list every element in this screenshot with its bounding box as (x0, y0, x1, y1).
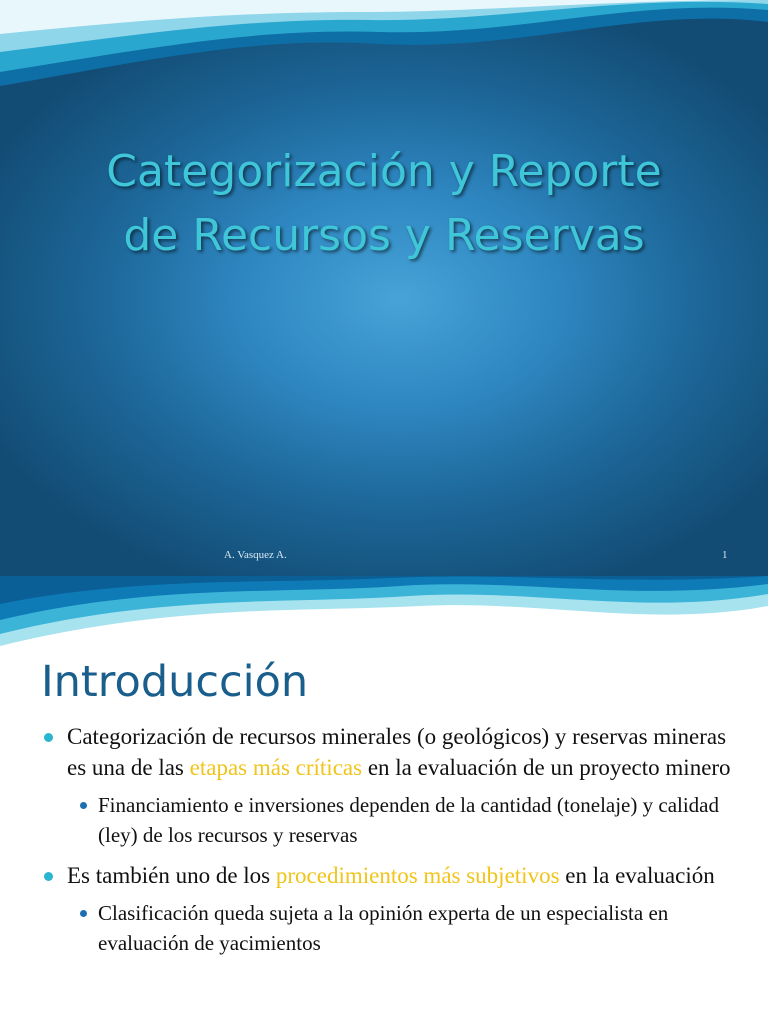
sub-bullet-text: Clasificación queda sujeta a la opinión experta de un especialista en evaluación de yacimientos (98, 901, 669, 955)
slide-1-title (40, 140, 728, 268)
sub-bullet-item (0, 898, 768, 958)
sub-bullet-item (0, 790, 768, 850)
sub-bullet-dot-icon (80, 910, 87, 917)
slide-1-title-line-1: Categorización y Reporte (106, 146, 662, 197)
bullet-text: en la evaluación de un proyecto minero (362, 755, 731, 780)
bullet-item (0, 860, 768, 891)
slide-1-footer-author: A. Vasquez A. (224, 549, 287, 561)
bullet-text: Es también uno de los (67, 863, 276, 888)
bullet-text: Categorización de recursos minerales (o geológicos) y reservas mineras es una de las (67, 724, 727, 780)
bullet-text: en la evaluación (559, 863, 715, 888)
bullet-highlight: etapas más críticas (189, 755, 363, 780)
top-wave-decoration (0, 0, 768, 100)
slide-1-title-line-2: de Recursos y Reservas (123, 210, 645, 261)
bullet-dot-icon (44, 872, 53, 881)
slide-2 (0, 576, 768, 1024)
slide-1-page-number: 1 (722, 549, 728, 561)
bullet-list (0, 721, 768, 968)
slide-2-title: Introducción (41, 657, 309, 707)
sub-bullet-dot-icon (80, 802, 87, 809)
bullet-item (0, 721, 768, 783)
bullet-dot-icon (44, 733, 53, 742)
sub-bullet-text: Financiamiento e inversiones dependen de la cantidad (tonelaje) y calidad (ley) de los recursos y reservas (98, 793, 720, 847)
top-wave-decoration (0, 576, 768, 646)
bullet-highlight: procedimientos más subjetivos (275, 863, 560, 888)
